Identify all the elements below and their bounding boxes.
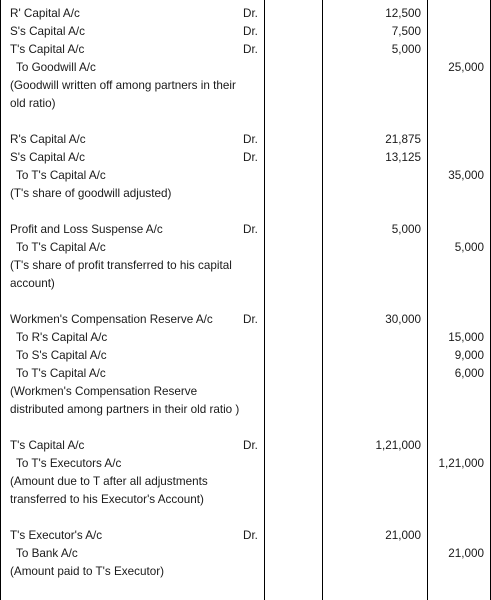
credit-amount: 5,000 [454,241,484,254]
account-line: T's Capital A/c [10,439,85,452]
account-line: R's Capital A/c [10,133,86,146]
debit-amount: 7,500 [391,25,421,38]
account-line: To Bank A/c [16,547,78,560]
narration-line: (Workmen's Compensation Reserve [10,385,198,398]
credit-amount: 21,000 [448,547,484,560]
account-line: To S's Capital A/c [16,349,107,362]
account-line: T's Capital A/c [10,43,85,56]
narration-line: (T's share of goodwill adjusted) [10,187,172,200]
debit-amount: 1,21,000 [375,439,421,452]
account-line: To T's Capital A/c [16,169,106,182]
account-line: R' Capital A/c [10,7,80,20]
credit-amount: 25,000 [448,61,484,74]
account-line: S's Capital A/c [10,151,85,164]
column-divider-debit [322,0,323,600]
debit-marker: Dr. [243,25,258,38]
account-line: S's Capital A/c [10,25,85,38]
credit-amount: 6,000 [454,367,484,380]
account-line: Workmen's Compensation Reserve A/c [10,313,213,326]
debit-marker: Dr. [243,43,258,56]
debit-marker: Dr. [243,223,258,236]
narration-line: (Amount paid to T's Executor) [10,565,165,578]
debit-marker: Dr. [243,313,258,326]
credit-amount: 35,000 [448,169,484,182]
account-line: Profit and Loss Suspense A/c [10,223,163,236]
account-line: To T's Capital A/c [16,367,106,380]
debit-marker: Dr. [243,7,258,20]
debit-amount: 30,000 [385,313,421,326]
debit-amount: 12,500 [385,7,421,20]
debit-amount: 21,875 [385,133,421,146]
debit-marker: Dr. [243,133,258,146]
narration-line: distributed among partners in their old ratio ) [10,403,240,416]
account-line: To T's Capital A/c [16,241,106,254]
account-line: To Goodwill A/c [16,61,96,74]
debit-amount: 5,000 [391,43,421,56]
narration-line: (Amount due to T after all adjustments [10,475,208,488]
narration-line: (Goodwill written off among partners in their [10,79,236,92]
border-left [0,0,1,600]
column-divider-lf [264,0,265,600]
debit-marker: Dr. [243,151,258,164]
debit-marker: Dr. [243,439,258,452]
credit-amount: 9,000 [454,349,484,362]
debit-amount: 21,000 [385,529,421,542]
debit-amount: 13,125 [385,151,421,164]
narration-line: old ratio) [10,97,56,110]
debit-amount: 5,000 [391,223,421,236]
debit-marker: Dr. [243,529,258,542]
narration-line: account) [10,277,55,290]
narration-line: transferred to his Executor's Account) [10,493,204,506]
credit-amount: 15,000 [448,331,484,344]
account-line: T's Executor's A/c [10,529,103,542]
account-line: To T's Executors A/c [16,457,122,470]
account-line: To R's Capital A/c [16,331,108,344]
narration-line: (T's share of profit transferred to his capital [10,259,232,272]
credit-amount: 1,21,000 [438,457,484,470]
column-divider-credit [427,0,428,600]
